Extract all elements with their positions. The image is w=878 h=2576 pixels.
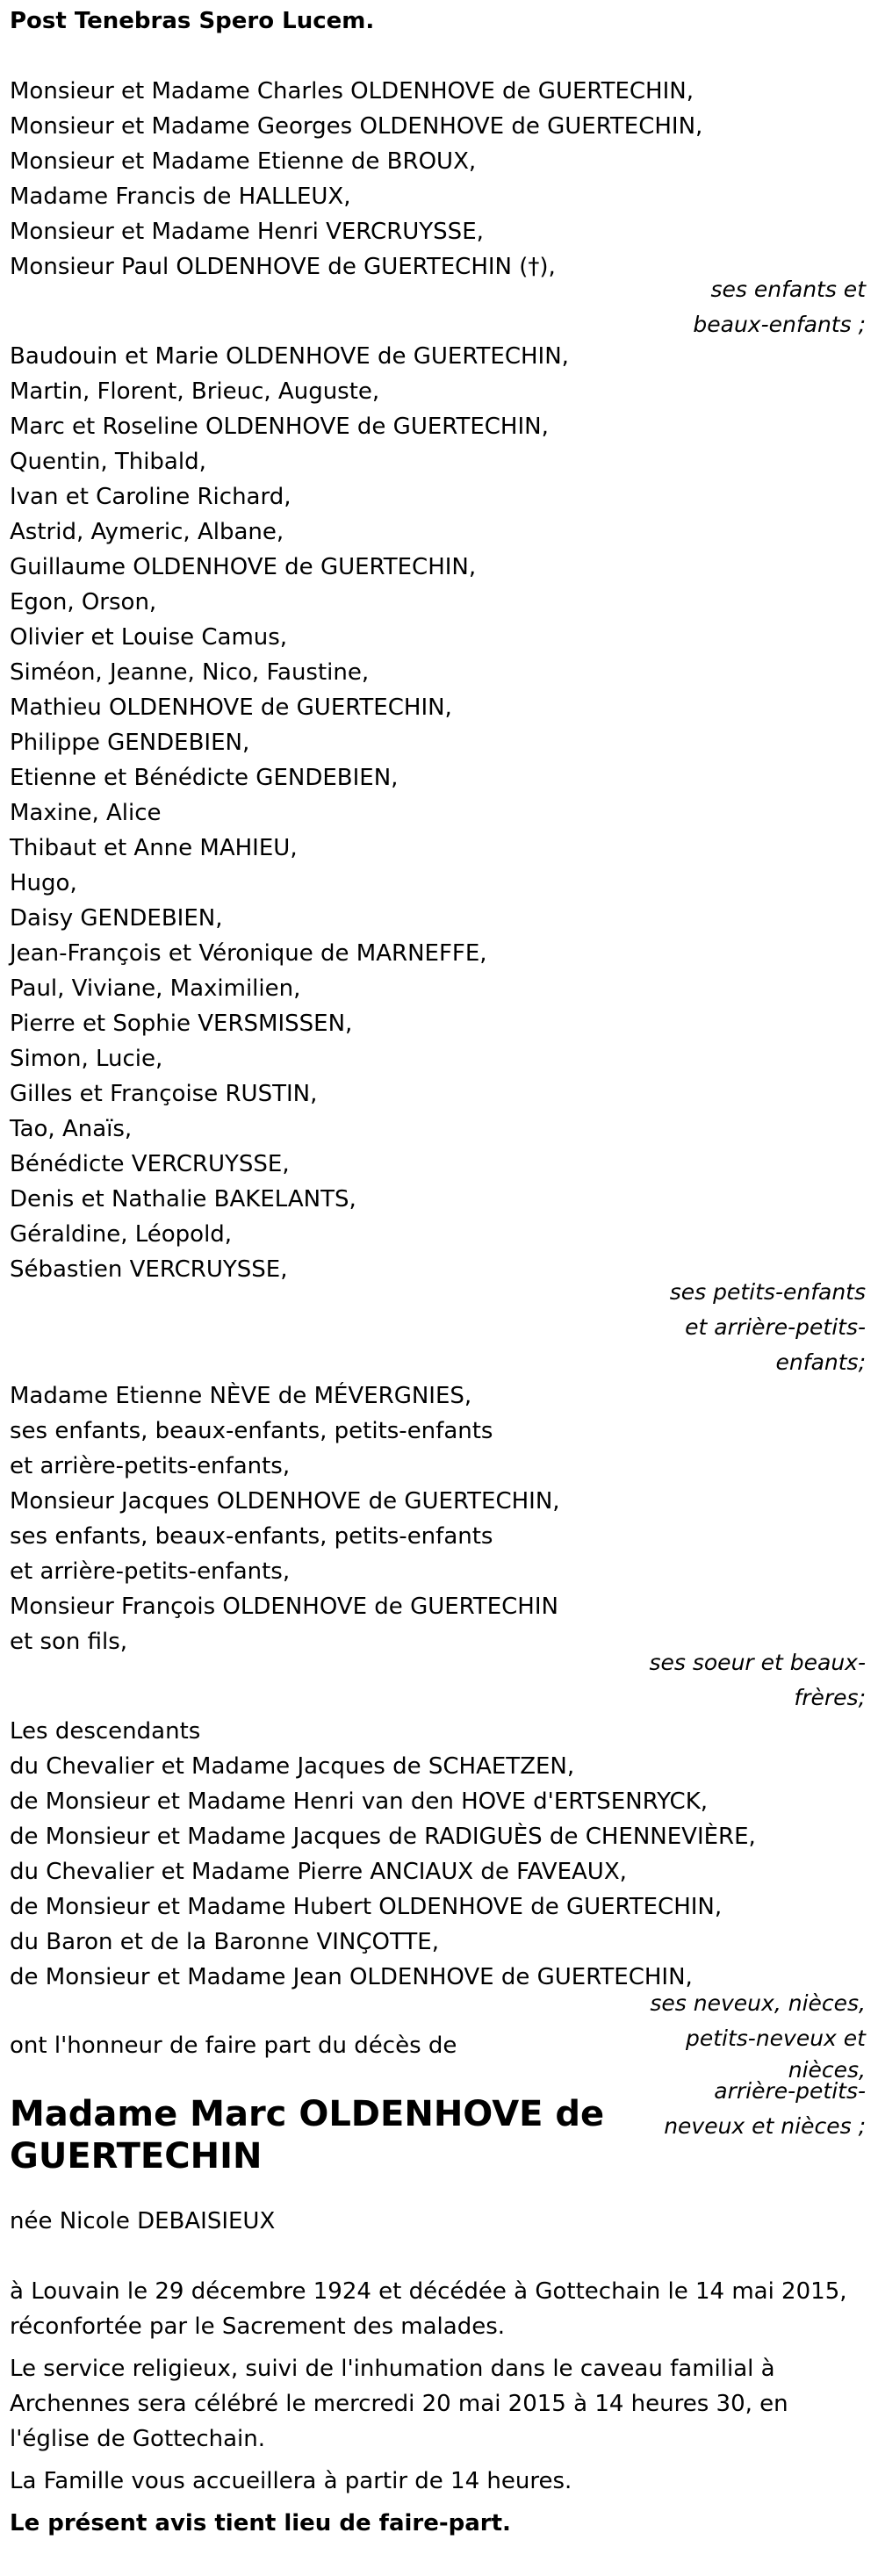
- list-item: Maxine, Alice: [10, 800, 162, 826]
- list-item: Guillaume OLDENHOVE de GUERTECHIN,: [10, 554, 477, 580]
- list-item: Egon, Orson,: [10, 589, 157, 615]
- list-item: du Chevalier et Madame Pierre ANCIAUX de FAVEAUX,: [10, 1859, 627, 1885]
- list-item: Quentin, Thibald,: [10, 449, 206, 475]
- list-item: Philippe GENDEBIEN,: [10, 730, 250, 756]
- role-line: et arrière-petits-: [685, 1314, 866, 1340]
- birth-death-details: réconfortée par le Sacrement des malades.: [10, 2313, 506, 2340]
- list-item: Baudouin et Marie OLDENHOVE de GUERTECHIN,: [10, 343, 569, 370]
- list-item: Monsieur et Madame Charles OLDENHOVE de GUERTECHIN,: [10, 78, 694, 104]
- list-item: Marc et Roseline OLDENHOVE de GUERTECHIN,: [10, 414, 549, 440]
- list-item: Les descendants: [10, 1718, 201, 1745]
- role-line: frères;: [794, 1685, 866, 1710]
- list-item: de Monsieur et Madame Henri van den HOVE d'ERTSENRYCK,: [10, 1788, 709, 1815]
- deceased-name-line: GUERTECHIN: [10, 2136, 263, 2177]
- list-item: de Monsieur et Madame Jacques de RADIGUÈS de CHENNEVIÈRE,: [10, 1824, 756, 1850]
- list-item: Paul, Viviane, Maximilien,: [10, 975, 301, 1002]
- list-item: et arrière-petits-enfants,: [10, 1453, 291, 1479]
- list-item: Mathieu OLDENHOVE de GUERTECHIN,: [10, 694, 452, 721]
- list-item: Géraldine, Léopold,: [10, 1221, 233, 1248]
- service-info: Le service religieux, suivi de l'inhumation dans le caveau familial à: [10, 2356, 775, 2382]
- role-line: petits-neveux et: [685, 2026, 866, 2051]
- list-item: Monsieur et Madame Georges OLDENHOVE de GUERTECHIN,: [10, 113, 703, 140]
- reception-info: La Famille vous accueillera à partir de 14 heures.: [10, 2468, 572, 2494]
- list-item: Hugo,: [10, 870, 77, 896]
- role-line: beaux-enfants ;: [693, 312, 866, 337]
- role-line: arrière-petits-: [714, 2078, 866, 2104]
- list-item: Madame Francis de HALLEUX,: [10, 183, 351, 210]
- list-item: Tao, Anaïs,: [10, 1116, 133, 1142]
- list-item: du Chevalier et Madame Jacques de SCHAETZEN,: [10, 1753, 575, 1780]
- role-line: ses soeur et beaux-: [649, 1650, 866, 1675]
- birth-death-details: à Louvain le 29 décembre 1924 et décédée à Gottechain le 14 mai 2015,: [10, 2278, 847, 2305]
- service-info: l'église de Gottechain.: [10, 2426, 266, 2452]
- role-line: ses neveux, nièces,: [650, 1990, 866, 2016]
- list-item: Ivan et Caroline Richard,: [10, 484, 291, 510]
- deceased-name-line: Madame Marc OLDENHOVE de: [10, 2094, 605, 2134]
- list-item: Thibaut et Anne MAHIEU,: [10, 835, 298, 861]
- role-line: nièces,: [788, 2057, 866, 2083]
- role-line: ses enfants et: [710, 277, 866, 302]
- list-item: Monsieur François OLDENHOVE de GUERTECHIN: [10, 1594, 558, 1620]
- role-line: enfants;: [775, 1349, 866, 1375]
- list-item: Monsieur Paul OLDENHOVE de GUERTECHIN (†),: [10, 254, 556, 280]
- list-item: Sébastien VERCRUYSSE,: [10, 1256, 288, 1283]
- list-item: Denis et Nathalie BAKELANTS,: [10, 1186, 356, 1212]
- list-item: et arrière-petits-enfants,: [10, 1558, 291, 1585]
- motto: Post Tenebras Spero Lucem.: [10, 8, 375, 34]
- list-item: Bénédicte VERCRUYSSE,: [10, 1151, 290, 1177]
- list-item: Simon, Lucie,: [10, 1046, 163, 1072]
- service-info: Archennes sera célébré le mercredi 20 mai 2015 à 14 heures 30, en: [10, 2391, 788, 2417]
- list-item: de Monsieur et Madame Jean OLDENHOVE de GUERTECHIN,: [10, 1964, 693, 1990]
- list-item: Siméon, Jeanne, Nico, Faustine,: [10, 659, 370, 686]
- role-line: neveux et nièces ;: [664, 2113, 866, 2139]
- birth-name: née Nicole DEBAISIEUX: [10, 2208, 276, 2234]
- list-item: Gilles et Françoise RUSTIN,: [10, 1081, 318, 1107]
- list-item: Etienne et Bénédicte GENDEBIEN,: [10, 765, 399, 791]
- list-item: et son fils,: [10, 1629, 128, 1655]
- list-item: Martin, Florent, Brieuc, Auguste,: [10, 378, 380, 405]
- announcement: ont l'honneur de faire part du décès de: [10, 2033, 457, 2059]
- list-item: Astrid, Aymeric, Albane,: [10, 519, 284, 545]
- list-item: du Baron et de la Baronne VINÇOTTE,: [10, 1929, 439, 1955]
- role-line: ses petits-enfants: [669, 1279, 866, 1305]
- list-item: ses enfants, beaux-enfants, petits-enfants: [10, 1523, 493, 1550]
- list-item: Jean-François et Véronique de MARNEFFE,: [10, 940, 487, 967]
- list-item: de Monsieur et Madame Hubert OLDENHOVE de GUERTECHIN,: [10, 1894, 723, 1920]
- list-item: Monsieur et Madame Etienne de BROUX,: [10, 148, 477, 175]
- list-item: ses enfants, beaux-enfants, petits-enfants: [10, 1418, 493, 1444]
- list-item: Monsieur Jacques OLDENHOVE de GUERTECHIN,: [10, 1488, 560, 1515]
- list-item: Daisy GENDEBIEN,: [10, 905, 223, 932]
- closing-note: Le présent avis tient lieu de faire-part.: [10, 2510, 511, 2536]
- list-item: Pierre et Sophie VERSMISSEN,: [10, 1011, 353, 1037]
- list-item: Madame Etienne NÈVE de MÉVERGNIES,: [10, 1383, 472, 1409]
- list-item: Olivier et Louise Camus,: [10, 624, 288, 651]
- list-item: Monsieur et Madame Henri VERCRUYSSE,: [10, 219, 484, 245]
